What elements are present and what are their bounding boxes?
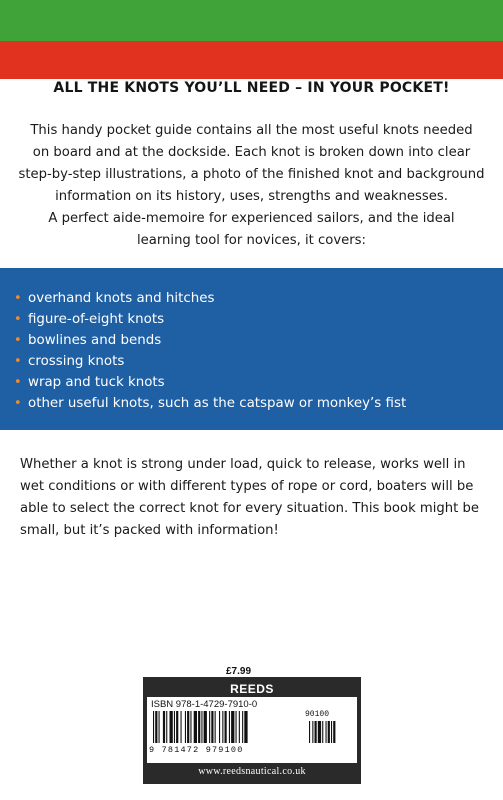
bullet-icon: •	[14, 312, 22, 327]
barcode-bar	[242, 711, 243, 743]
barcode-bar	[326, 721, 327, 743]
list-item-label: wrap and tuck knots	[28, 375, 165, 390]
barcode-bar	[185, 711, 186, 743]
barcode-bar	[318, 721, 321, 743]
barcode-bar	[229, 711, 230, 743]
barcode-bar	[225, 711, 227, 743]
barcode-bar	[166, 711, 167, 743]
barcode-bar	[315, 721, 317, 743]
barcode-bar	[209, 711, 210, 743]
barcode-bar	[215, 711, 216, 743]
bullet-icon: •	[14, 291, 22, 306]
barcode-bar	[194, 711, 197, 743]
barcode-bar	[176, 711, 178, 743]
intro-line: on board and at the dockside. Each knot is broken down into clear	[32, 145, 471, 160]
list-item	[14, 309, 494, 330]
barcode-bar	[201, 711, 202, 743]
list-item	[14, 288, 494, 309]
headline: ALL THE KNOTS YOU’LL NEED – IN YOUR POCKET!	[53, 80, 450, 96]
intro-paragraph	[0, 120, 503, 252]
addon-code: 90100	[305, 710, 330, 719]
price-label: £7.99	[226, 666, 252, 677]
barcode-bar	[198, 711, 200, 743]
intro-line: step-by-step illustrations, a photo of the finished knot and background	[18, 167, 485, 182]
bullet-icon: •	[14, 354, 22, 369]
green-stripe	[0, 0, 503, 41]
barcode-bar	[187, 711, 189, 743]
barcode-bar	[163, 711, 165, 743]
list-item	[14, 351, 494, 372]
barcode-bar	[328, 721, 330, 743]
barcode-bar	[312, 721, 313, 743]
intro-line: learning tool for novices, it covers:	[137, 233, 366, 248]
publisher-website: www.reedsnautical.co.uk	[147, 763, 357, 780]
list-item	[14, 393, 494, 414]
barcode-bar	[239, 711, 240, 743]
list-item-label: bowlines and bends	[28, 333, 162, 348]
closing-line: Whether a knot is strong under load, quick to release, works well in	[20, 457, 466, 472]
barcode-bar	[153, 711, 154, 743]
barcode-panel	[143, 677, 361, 784]
barcode-bar	[174, 711, 175, 743]
barcode-bar	[190, 711, 191, 743]
barcode-bar	[331, 721, 332, 743]
barcode-bar	[181, 711, 182, 743]
publisher-logo: REEDS	[147, 681, 357, 697]
intro-line: This handy pocket guide contains all the most useful knots needed	[30, 123, 473, 138]
barcode-bar	[309, 721, 310, 743]
closing-line: able to select the correct knot for every situation. This book might be	[20, 501, 479, 516]
intro-line: A perfect aide-memoire for experienced sailors, and the ideal	[48, 211, 455, 226]
barcode-bar	[236, 711, 237, 743]
barcode-bar	[244, 711, 247, 743]
list-item-label: crossing knots	[28, 354, 125, 369]
closing-paragraph	[20, 454, 500, 542]
barcode-bar	[155, 711, 157, 743]
barcode-bar	[159, 711, 160, 743]
barcode-bar	[211, 711, 213, 743]
list-item-label: figure-of-eight knots	[28, 312, 165, 327]
isbn-number: ISBN 978-1-4729-7910-0	[151, 699, 258, 710]
knot-list	[14, 288, 494, 414]
barcode-bar	[333, 721, 335, 743]
closing-line: small, but it’s packed with information!	[20, 523, 279, 538]
list-item-label: overhand knots and hitches	[28, 291, 215, 306]
closing-line: wet conditions or with different types of rope or cord, boaters will be	[20, 479, 474, 494]
barcode-bar	[219, 711, 220, 743]
list-item	[14, 330, 494, 351]
bullet-icon: •	[14, 375, 22, 390]
barcode-bar	[222, 711, 223, 743]
list-item	[14, 372, 494, 393]
barcode-bar	[204, 711, 207, 743]
barcode-bar	[322, 721, 323, 743]
bullet-icon: •	[14, 333, 22, 348]
red-stripe	[0, 41, 503, 79]
bullet-icon: •	[14, 396, 22, 411]
intro-line: information on its history, uses, strengths and weaknesses.	[55, 189, 448, 204]
ean-digits: 9 781472 979100	[149, 745, 244, 755]
barcode-bar	[170, 711, 173, 743]
barcode-bar	[231, 711, 234, 743]
list-item-label: other useful knots, such as the catspaw or monkey’s fist	[28, 396, 407, 411]
